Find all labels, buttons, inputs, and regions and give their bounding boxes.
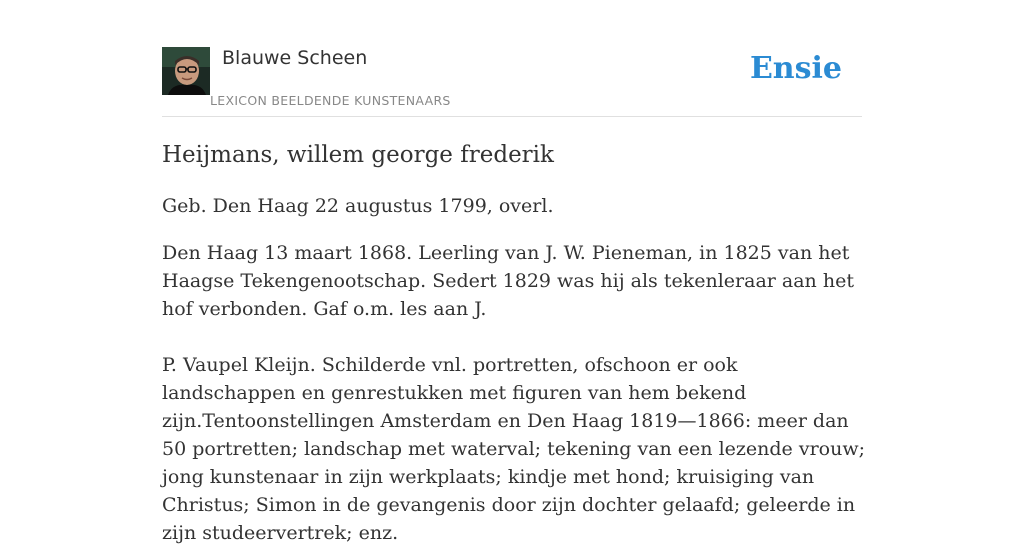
avatar-image (162, 47, 210, 95)
lexicon-subtitle[interactable]: LEXICON BEELDENDE KUNSTENAARS (210, 93, 451, 108)
article-content (162, 140, 867, 547)
ensie-logo[interactable]: Ensie (749, 51, 842, 86)
author-name[interactable]: Blauwe Scheen (222, 47, 368, 69)
article-title: Heijmans, willem george frederik (162, 142, 554, 168)
article-paragraph: Geb. Den Haag 22 augustus 1799, overl. (162, 195, 554, 217)
article-paragraph: Den Haag 13 maart 1868. Leerling van J. W. Pieneman, in 1825 van het Haagse Tekengenootschap. Sedert 1829 was hij als tekenleraar aan het hof verbonden. Gaf o.m. les aan J. (162, 242, 854, 320)
author-avatar[interactable] (162, 47, 210, 95)
article-paragraph: P. Vaupel Kleijn. Schilderde vnl. portretten, ofschoon er ook landschappen en genrestukken met figuren van hem bekend zijn.Tentoonstellingen Amsterdam en Den Haag 1819—1866: meer dan 50 portretten; landschap met waterval; tekening van een lezende vrouw; jong kunstenaar in zijn werkplaats; kindje met hond; kruisiging van Christus; Simon in de gevangenis door zijn dochter gelaafd; geleerde in zijn studeervertrek; enz. (162, 354, 865, 544)
author-header (162, 46, 862, 117)
